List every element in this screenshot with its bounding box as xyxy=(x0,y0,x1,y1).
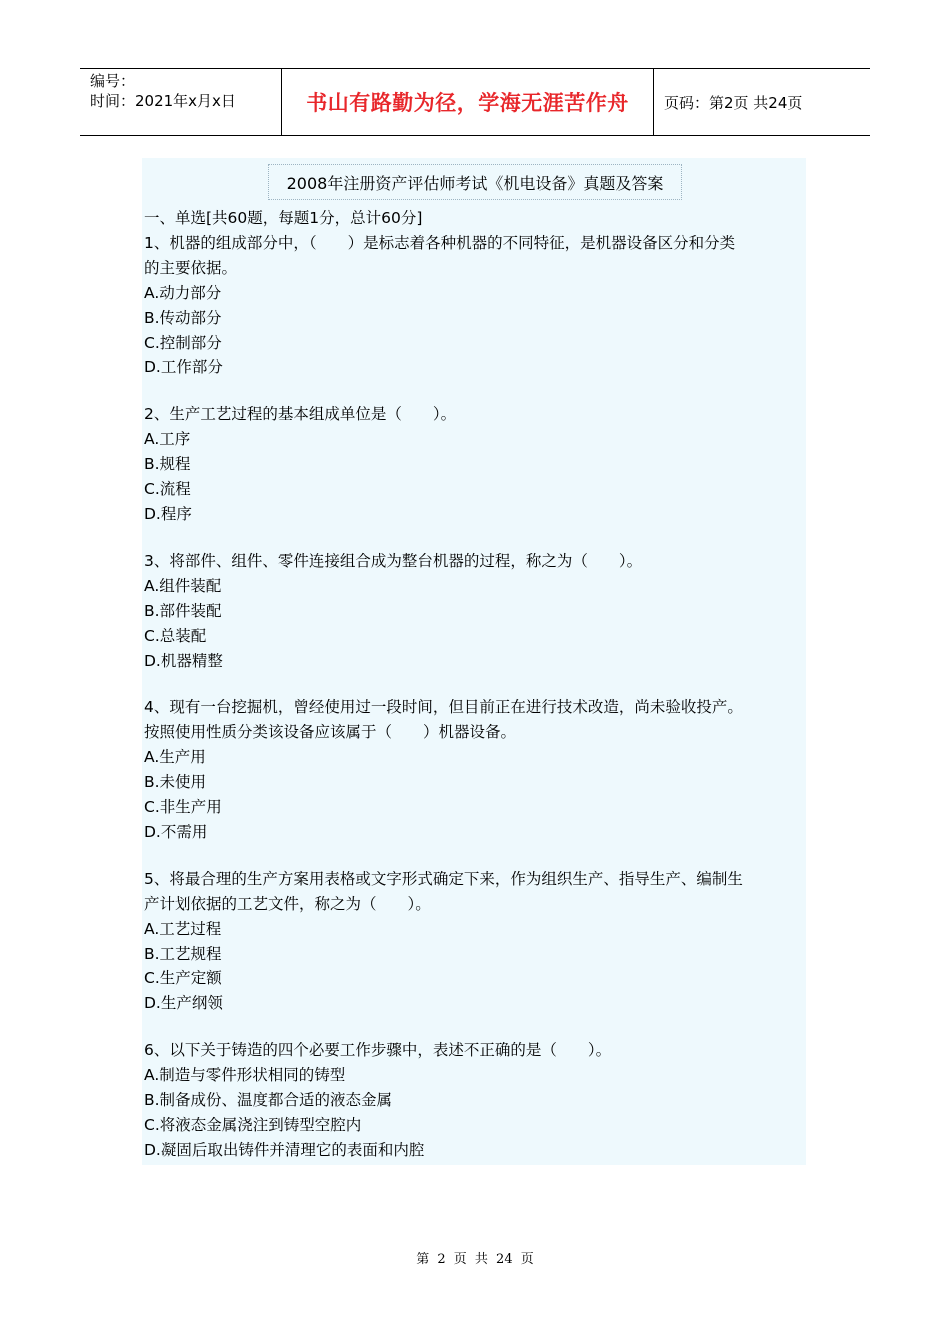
answer-option: D.生产纲领 xyxy=(144,994,223,1013)
answer-option: A.工序 xyxy=(144,430,191,449)
question-item xyxy=(144,549,802,674)
answer-option: D.凝固后取出铸件并清理它的表面和内腔 xyxy=(144,1140,425,1159)
question-item xyxy=(144,1038,802,1163)
question-item xyxy=(144,867,802,1016)
time-label: 时间：2021年x月x日 xyxy=(90,92,236,110)
answer-option: A.生产用 xyxy=(144,748,206,767)
answer-option: C.非生产用 xyxy=(144,798,222,817)
answer-option: C.流程 xyxy=(144,480,191,499)
answer-option: A.制造与零件形状相同的铸型 xyxy=(144,1066,346,1085)
answer-option: D.不需用 xyxy=(144,822,208,841)
answer-option: A.动力部分 xyxy=(144,283,222,302)
question-stem: 产计划依据的工艺文件，称之为（ ）。 xyxy=(144,894,431,913)
question-stem: 4、现有一台挖掘机，曾经使用过一段时间，但目前正在进行技术改造，尚未验收投产。 xyxy=(144,698,743,717)
section-heading: 一、单选[共60题，每题1分，总计60分] xyxy=(144,209,423,227)
answer-option: D.机器精整 xyxy=(144,651,223,670)
answer-option: B.传动部分 xyxy=(144,308,222,327)
header-motto: 书山有路勤为径，学海无涯苦作舟 xyxy=(282,69,654,135)
question-stem: 2、生产工艺过程的基本组成单位是（ ）。 xyxy=(144,405,457,424)
answer-option: C.将液态金属浇注到铸型空腔内 xyxy=(144,1116,362,1134)
answer-option: A.工艺过程 xyxy=(144,919,222,938)
answer-option: C.总装配 xyxy=(144,626,207,645)
page-header xyxy=(80,68,870,136)
document-content xyxy=(142,158,806,1165)
question-list xyxy=(144,231,802,1163)
question-item xyxy=(144,231,802,380)
document-body xyxy=(144,206,802,1185)
page-footer: 第 2 页 共 24 页 xyxy=(416,1252,534,1267)
answer-option: A.组件装配 xyxy=(144,576,222,595)
question-stem: 的主要依据。 xyxy=(144,258,238,277)
question-item xyxy=(144,695,802,844)
answer-option: B.制备成份、温度都合适的液态金属 xyxy=(144,1091,393,1110)
question-stem: 1、机器的组成部分中，（ ）是标志着各种机器的不同特征，是机器设备区分和分类 xyxy=(144,233,736,252)
header-page-info: 页码：第2页 共24页 xyxy=(664,93,803,112)
document-title: 2008年注册资产评估师考试《机电设备》真题及答案 xyxy=(268,164,682,200)
answer-option: C.生产定额 xyxy=(144,969,222,988)
question-stem: 5、将最合理的生产方案用表格或文字形式确定下来，作为组织生产、指导生产、编制生 xyxy=(144,869,743,888)
question-stem: 按照使用性质分类该设备应该属于（ ）机器设备。 xyxy=(144,723,517,742)
question-stem: 3、将部件、组件、零件连接组合成为整台机器的过程，称之为（ ）。 xyxy=(144,551,643,570)
question-item xyxy=(144,402,802,527)
question-stem: 6、以下关于铸造的四个必要工作步骤中，表述不正确的是（ ）。 xyxy=(144,1041,612,1060)
answer-option: B.未使用 xyxy=(144,773,207,792)
answer-option: D.程序 xyxy=(144,504,192,523)
number-label: 编号： xyxy=(90,72,136,90)
answer-option: D.工作部分 xyxy=(144,358,223,377)
answer-option: B.工艺规程 xyxy=(144,944,222,963)
answer-option: B.规程 xyxy=(144,455,191,474)
answer-option: B.部件装配 xyxy=(144,601,222,620)
answer-option: C.控制部分 xyxy=(144,333,222,352)
header-meta xyxy=(80,69,282,135)
